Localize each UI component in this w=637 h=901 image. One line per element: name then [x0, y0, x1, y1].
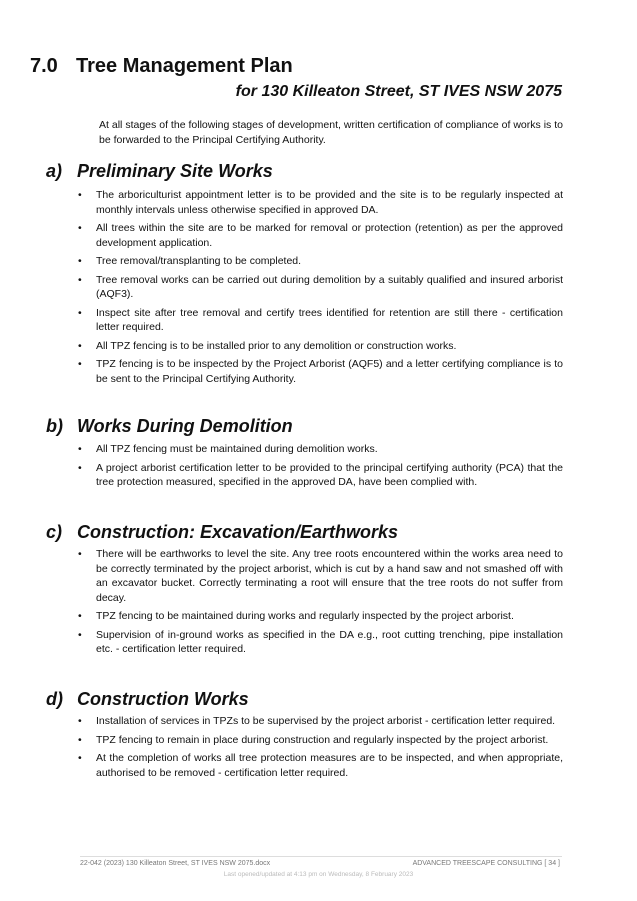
list-item: • Inspect site after tree removal and certify trees identified for retention are still there - certification letter required. — [78, 306, 563, 333]
section-d-heading — [46, 689, 249, 710]
list-item: • A project arborist certification letter to be provided to the principal certifying authority (PCA) that the tree protection measured, specified in the approved DA, have been complied with. — [78, 461, 563, 488]
bullet-icon: • — [78, 273, 82, 286]
list-item: • Tree removal works can be carried out during demolition by a suitably qualified and insured arborist (AQF3). — [78, 273, 563, 300]
footer-divider — [80, 856, 562, 857]
list-item: • At the completion of works all tree protection measures are to be inspected, and when appropriate, authorised to be removed - certification letter required. — [78, 752, 563, 779]
list-item: • All TPZ fencing is to be installed prior to any demolition or construction works. — [78, 339, 457, 352]
footer-last-updated: Last opened/updated at 4:13 pm on Wednesday, 8 February 2023 — [223, 871, 414, 878]
bullet-icon: • — [78, 255, 82, 267]
section-b-letter: b) — [46, 416, 63, 436]
list-item: • TPZ fencing to remain in place during construction and regularly inspected by the project arborist. — [78, 733, 549, 746]
bullet-icon: • — [78, 443, 82, 455]
list-item: • Tree removal/transplanting to be completed. — [78, 255, 302, 267]
bullet-icon: • — [78, 189, 82, 201]
section-a-letter: a) — [46, 161, 63, 181]
bullet-icon: • — [78, 339, 82, 352]
bullet-icon: • — [78, 733, 82, 746]
list-item: • TPZ fencing to be maintained during works and regularly inspected by the project arborist. — [78, 610, 514, 622]
section-c-title: Construction: Excavation/Earthworks — [77, 522, 399, 542]
section-b-list — [76, 442, 563, 494]
footer-company-page: ADVANCED TREESCAPE CONSULTING [ 34 ] — [412, 860, 560, 867]
section-c-heading — [46, 522, 398, 543]
main-heading — [30, 55, 293, 78]
list-item: • Supervision of in-ground works as specified in the DA e.g., root cutting trenching, pipe installation etc. - certification letter required. — [78, 628, 563, 655]
bullet-icon: • — [78, 222, 82, 234]
bullet-icon: • — [78, 306, 82, 319]
list-item: • The arboriculturist appointment letter is to be provided and the site is to be regularly inspected at monthly intervals unless otherwise specified in approved DA. — [78, 189, 563, 216]
bullet-icon: • — [78, 548, 82, 560]
bullet-icon: • — [78, 628, 82, 641]
section-title: Tree Management Plan — [76, 55, 293, 77]
section-d-list — [76, 714, 563, 784]
bullet-icon: • — [78, 715, 82, 727]
bullet-icon: • — [78, 610, 82, 622]
intro-paragraph: At all stages of the following stages of development, written certification of compliance of works is to be forwarded to the Principal Certifying Authority. — [99, 119, 563, 146]
section-c-list — [76, 547, 563, 661]
list-item: • All TPZ fencing must be maintained during demolition works. — [78, 443, 378, 455]
bullet-icon: • — [78, 752, 82, 764]
list-item: • Installation of services in TPZs to be supervised by the project arborist - certification letter required. — [78, 715, 556, 727]
section-c-letter: c) — [46, 522, 63, 542]
footer-filename: 22-042 (2023) 130 Killeaton Street, ST IVES NSW 2075.docx — [80, 860, 271, 867]
list-item: • All trees within the site are to be marked for removal or protection (retention) as per the approved development application. — [78, 222, 563, 249]
section-b-title: Works During Demolition — [77, 416, 293, 436]
section-a-list — [76, 188, 563, 390]
section-d-letter: d) — [46, 689, 63, 709]
bullet-icon: • — [78, 358, 82, 370]
site-address-subtitle: for 130 Killeaton Street, ST IVES NSW 2075 — [235, 83, 562, 100]
section-number: 7.0 — [30, 55, 58, 77]
section-a-heading — [46, 161, 273, 182]
bullet-icon: • — [78, 461, 82, 474]
section-a-title: Preliminary Site Works — [77, 161, 273, 181]
section-d-title: Construction Works — [77, 689, 249, 709]
section-b-heading — [46, 416, 293, 437]
list-item: • There will be earthworks to level the site. Any tree roots encountered within the works area need to be correctly terminated by the project arborist, which is cut by a hand saw and not smashed off with an excavator bucket. Correctly terminating a root will ensure that the tree roots do not suffer from decay. — [78, 548, 563, 604]
list-item: • TPZ fencing is to be inspected by the Project Arborist (AQF5) and a letter certifying compliance is to be sent to the Principal Certifying Authority. — [78, 358, 563, 385]
